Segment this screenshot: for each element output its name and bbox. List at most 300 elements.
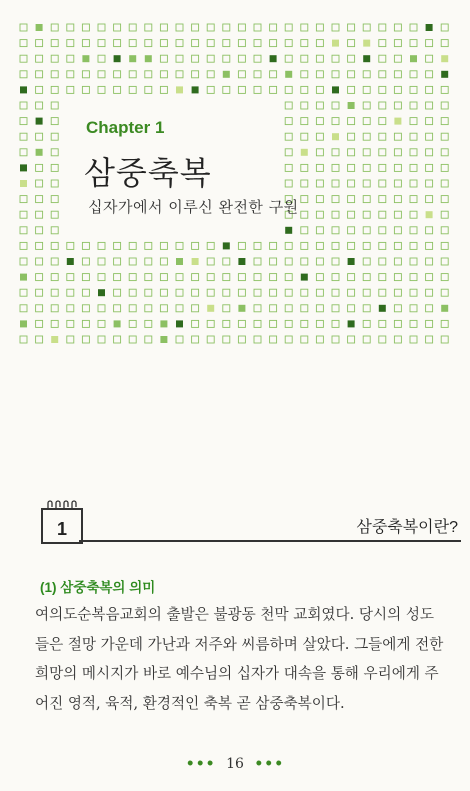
grid-square: [207, 242, 214, 249]
grid-square: [363, 55, 370, 62]
grid-square: [36, 86, 43, 93]
grid-square: [145, 55, 152, 62]
grid-square: [207, 305, 214, 312]
grid-square: [348, 102, 355, 109]
grid-square: [410, 305, 417, 312]
grid-square: [145, 71, 152, 78]
grid-square: [379, 258, 386, 265]
grid-square: [348, 40, 355, 47]
grid-square: [254, 242, 261, 249]
grid-square: [114, 274, 121, 281]
grid-square: [332, 258, 339, 265]
grid-square: [426, 242, 433, 249]
grid-square: [316, 24, 323, 31]
grid-square: [207, 24, 214, 31]
grid-square: [426, 274, 433, 281]
grid-square: [270, 71, 277, 78]
grid-square: [410, 71, 417, 78]
footer-dots-left: •••: [185, 756, 216, 772]
grid-square: [394, 227, 401, 234]
grid-square: [332, 71, 339, 78]
grid-square: [160, 320, 167, 327]
grid-square: [270, 336, 277, 343]
grid-square: [36, 320, 43, 327]
grid-square: [348, 227, 355, 234]
grid-square: [379, 71, 386, 78]
grid-square: [363, 242, 370, 249]
grid-square: [254, 274, 261, 281]
grid-square: [36, 305, 43, 312]
grid-square: [36, 211, 43, 218]
grid-square: [192, 274, 199, 281]
grid-square: [238, 305, 245, 312]
grid-square: [114, 40, 121, 47]
grid-square: [98, 86, 105, 93]
grid-square: [20, 24, 27, 31]
grid-square: [98, 320, 105, 327]
grid-square: [36, 180, 43, 187]
grid-square: [51, 211, 58, 218]
grid-square: [301, 149, 308, 156]
grid-square: [316, 320, 323, 327]
grid-square: [363, 196, 370, 203]
grid-square: [36, 164, 43, 171]
grid-square: [207, 86, 214, 93]
grid-square: [114, 320, 121, 327]
grid-square: [285, 305, 292, 312]
grid-square: [441, 164, 448, 171]
grid-square: [348, 289, 355, 296]
grid-square: [410, 242, 417, 249]
grid-square: [36, 24, 43, 31]
grid-square: [20, 258, 27, 265]
grid-square: [82, 258, 89, 265]
grid-square: [332, 55, 339, 62]
grid-square: [332, 133, 339, 140]
grid-square: [285, 258, 292, 265]
grid-square: [192, 320, 199, 327]
grid-square: [145, 320, 152, 327]
chapter-label: Chapter 1: [86, 118, 165, 137]
grid-square: [51, 24, 58, 31]
grid-square: [410, 258, 417, 265]
grid-square: [348, 86, 355, 93]
grid-square: [410, 149, 417, 156]
subheading: (1) 삼중축복의 의미: [40, 580, 156, 595]
grid-square: [223, 320, 230, 327]
grid-square: [114, 242, 121, 249]
grid-square: [348, 336, 355, 343]
grid-square: [238, 242, 245, 249]
grid-square: [363, 289, 370, 296]
body-line: 여의도순복음교회의 출발은 불광동 천막 교회였다. 당시의 성도: [35, 606, 435, 623]
grid-square: [426, 305, 433, 312]
grid-square: [426, 149, 433, 156]
grid-square: [379, 211, 386, 218]
grid-square: [238, 71, 245, 78]
grid-square: [410, 164, 417, 171]
grid-square: [223, 86, 230, 93]
grid-square: [129, 305, 136, 312]
grid-square: [363, 211, 370, 218]
grid-square: [223, 71, 230, 78]
grid-square: [192, 71, 199, 78]
grid-square: [145, 289, 152, 296]
grid-square: [441, 86, 448, 93]
grid-square: [285, 133, 292, 140]
grid-square: [379, 55, 386, 62]
grid-square: [441, 118, 448, 125]
grid-square: [426, 227, 433, 234]
grid-square: [51, 258, 58, 265]
grid-square: [441, 196, 448, 203]
grid-square: [67, 242, 74, 249]
grid-square: [51, 118, 58, 125]
grid-square: [301, 133, 308, 140]
grid-square: [410, 24, 417, 31]
grid-square: [426, 196, 433, 203]
grid-square: [394, 196, 401, 203]
grid-square: [20, 289, 27, 296]
grid-square: [36, 196, 43, 203]
grid-square: [348, 55, 355, 62]
grid-square: [363, 24, 370, 31]
grid-square: [363, 320, 370, 327]
grid-square: [316, 227, 323, 234]
grid-square: [20, 196, 27, 203]
grid-square: [98, 258, 105, 265]
grid-square: [254, 71, 261, 78]
grid-square: [316, 133, 323, 140]
grid-square: [238, 289, 245, 296]
grid-square: [301, 336, 308, 343]
grid-square: [301, 180, 308, 187]
grid-square: [301, 118, 308, 125]
grid-square: [316, 86, 323, 93]
grid-square: [98, 40, 105, 47]
grid-square: [160, 336, 167, 343]
grid-square: [410, 336, 417, 343]
grid-square: [207, 336, 214, 343]
grid-square: [67, 289, 74, 296]
grid-square: [441, 305, 448, 312]
grid-square: [301, 305, 308, 312]
grid-square: [379, 180, 386, 187]
grid-square: [441, 71, 448, 78]
grid-square: [410, 320, 417, 327]
grid-square: [410, 102, 417, 109]
grid-square: [410, 274, 417, 281]
grid-square: [207, 274, 214, 281]
grid-square: [410, 196, 417, 203]
grid-square: [285, 55, 292, 62]
grid-square: [332, 336, 339, 343]
grid-square: [426, 71, 433, 78]
grid-square: [270, 40, 277, 47]
grid-square: [176, 305, 183, 312]
grid-square: [207, 320, 214, 327]
grid-square: [129, 71, 136, 78]
grid-square: [20, 180, 27, 187]
grid-square: [145, 24, 152, 31]
grid-square: [285, 180, 292, 187]
grid-square: [316, 242, 323, 249]
grid-square: [332, 242, 339, 249]
grid-square: [348, 180, 355, 187]
grid-square: [238, 55, 245, 62]
grid-square: [51, 164, 58, 171]
grid-square: [348, 258, 355, 265]
grid-square: [301, 164, 308, 171]
grid-square: [332, 149, 339, 156]
grid-square: [441, 180, 448, 187]
grid-square: [379, 164, 386, 171]
grid-square: [192, 242, 199, 249]
grid-square: [82, 40, 89, 47]
grid-square: [129, 258, 136, 265]
grid-square: [176, 242, 183, 249]
grid-square: [348, 164, 355, 171]
grid-square: [160, 86, 167, 93]
grid-square: [285, 40, 292, 47]
grid-square: [394, 24, 401, 31]
grid-square: [348, 149, 355, 156]
grid-square: [426, 289, 433, 296]
grid-square: [379, 118, 386, 125]
grid-square: [145, 40, 152, 47]
grid-square: [426, 180, 433, 187]
grid-square: [285, 227, 292, 234]
grid-square: [410, 227, 417, 234]
grid-square: [36, 118, 43, 125]
grid-square: [301, 86, 308, 93]
grid-square: [394, 55, 401, 62]
grid-square: [348, 320, 355, 327]
body-line: 어진 영적, 육적, 환경적인 축복 곧 삼중축복이다.: [35, 694, 345, 712]
grid-square: [379, 86, 386, 93]
grid-square: [301, 211, 308, 218]
grid-square: [67, 258, 74, 265]
grid-square: [207, 258, 214, 265]
grid-square: [238, 40, 245, 47]
grid-square: [20, 320, 27, 327]
grid-square: [332, 164, 339, 171]
grid-square: [379, 196, 386, 203]
chapter-title: 삼중축복: [84, 154, 212, 192]
grid-square: [363, 149, 370, 156]
grid-square: [238, 274, 245, 281]
body-line: 희망의 메시지가 바로 예수님의 십자가 대속을 통해 우리에게 주: [35, 665, 439, 682]
grid-square: [410, 180, 417, 187]
grid-square: [301, 55, 308, 62]
grid-square: [394, 258, 401, 265]
grid-square: [20, 164, 27, 171]
grid-square: [441, 149, 448, 156]
grid-square: [114, 258, 121, 265]
grid-square: [20, 305, 27, 312]
grid-square: [192, 258, 199, 265]
grid-square: [51, 289, 58, 296]
grid-square: [316, 305, 323, 312]
grid-square: [379, 305, 386, 312]
grid-square: [20, 133, 27, 140]
grid-square: [441, 133, 448, 140]
grid-square: [98, 336, 105, 343]
grid-square: [20, 211, 27, 218]
grid-square: [160, 274, 167, 281]
grid-square: [332, 320, 339, 327]
grid-square: [82, 320, 89, 327]
grid-square: [51, 227, 58, 234]
grid-square: [348, 24, 355, 31]
grid-square: [36, 55, 43, 62]
grid-square: [285, 71, 292, 78]
grid-square: [426, 86, 433, 93]
grid-square: [394, 242, 401, 249]
grid-square: [20, 242, 27, 249]
grid-square: [82, 71, 89, 78]
grid-square: [145, 258, 152, 265]
grid-square: [332, 196, 339, 203]
grid-square: [316, 180, 323, 187]
grid-square: [441, 320, 448, 327]
grid-square: [20, 71, 27, 78]
grid-square: [441, 336, 448, 343]
grid-square: [332, 274, 339, 281]
grid-square: [441, 227, 448, 234]
grid-square: [82, 55, 89, 62]
grid-square: [98, 305, 105, 312]
grid-square: [394, 102, 401, 109]
grid-square: [145, 305, 152, 312]
section-divider: [79, 540, 461, 542]
grid-square: [20, 40, 27, 47]
grid-square: [254, 55, 261, 62]
grid-square: [223, 55, 230, 62]
grid-square: [192, 40, 199, 47]
grid-square: [348, 196, 355, 203]
grid-square: [223, 289, 230, 296]
grid-square: [270, 24, 277, 31]
grid-square: [82, 24, 89, 31]
grid-square: [160, 71, 167, 78]
grid-square: [379, 149, 386, 156]
grid-square: [348, 305, 355, 312]
grid-square: [363, 258, 370, 265]
grid-square: [426, 320, 433, 327]
grid-square: [82, 289, 89, 296]
grid-square: [363, 180, 370, 187]
grid-square: [114, 305, 121, 312]
grid-square: [348, 133, 355, 140]
grid-square: [238, 86, 245, 93]
grid-square: [129, 40, 136, 47]
grid-square: [51, 274, 58, 281]
grid-square: [129, 320, 136, 327]
grid-square: [426, 336, 433, 343]
grid-square: [301, 242, 308, 249]
grid-square: [301, 274, 308, 281]
grid-square: [316, 118, 323, 125]
grid-square: [410, 55, 417, 62]
grid-square: [20, 55, 27, 62]
grid-square: [67, 40, 74, 47]
grid-square: [129, 336, 136, 343]
grid-square: [426, 118, 433, 125]
grid-square: [254, 336, 261, 343]
grid-square: [270, 305, 277, 312]
grid-square: [51, 242, 58, 249]
grid-square: [394, 164, 401, 171]
grid-square: [67, 24, 74, 31]
grid-square: [426, 102, 433, 109]
grid-square: [51, 55, 58, 62]
grid-square: [254, 289, 261, 296]
grid-square: [332, 305, 339, 312]
grid-square: [394, 274, 401, 281]
grid-square: [51, 320, 58, 327]
grid-square: [285, 24, 292, 31]
grid-square: [223, 24, 230, 31]
grid-square: [394, 180, 401, 187]
grid-square: [254, 258, 261, 265]
grid-square: [36, 289, 43, 296]
grid-square: [332, 211, 339, 218]
grid-square: [426, 55, 433, 62]
grid-square: [301, 320, 308, 327]
grid-square: [285, 164, 292, 171]
grid-square: [51, 180, 58, 187]
grid-square: [410, 118, 417, 125]
grid-square: [67, 86, 74, 93]
grid-square: [379, 40, 386, 47]
grid-square: [160, 24, 167, 31]
grid-square: [332, 227, 339, 234]
grid-square: [441, 258, 448, 265]
grid-square: [363, 274, 370, 281]
grid-square: [36, 258, 43, 265]
grid-square: [363, 71, 370, 78]
grid-square: [82, 274, 89, 281]
grid-square: [301, 227, 308, 234]
grid-square: [379, 336, 386, 343]
grid-square: [301, 24, 308, 31]
grid-square: [223, 258, 230, 265]
grid-square: [301, 289, 308, 296]
grid-square: [316, 149, 323, 156]
grid-square: [98, 71, 105, 78]
grid-square: [238, 320, 245, 327]
page-number: 16: [226, 756, 244, 772]
grid-square: [332, 86, 339, 93]
grid-square: [192, 24, 199, 31]
grid-square: [160, 242, 167, 249]
grid-square: [285, 149, 292, 156]
grid-square: [82, 305, 89, 312]
grid-square: [441, 24, 448, 31]
grid-square: [379, 102, 386, 109]
grid-square: [160, 258, 167, 265]
grid-square: [285, 320, 292, 327]
grid-square: [379, 227, 386, 234]
grid-square: [176, 289, 183, 296]
grid-square: [51, 149, 58, 156]
grid-square: [98, 55, 105, 62]
grid-square: [316, 55, 323, 62]
grid-square: [176, 274, 183, 281]
grid-square: [238, 24, 245, 31]
grid-square: [145, 242, 152, 249]
